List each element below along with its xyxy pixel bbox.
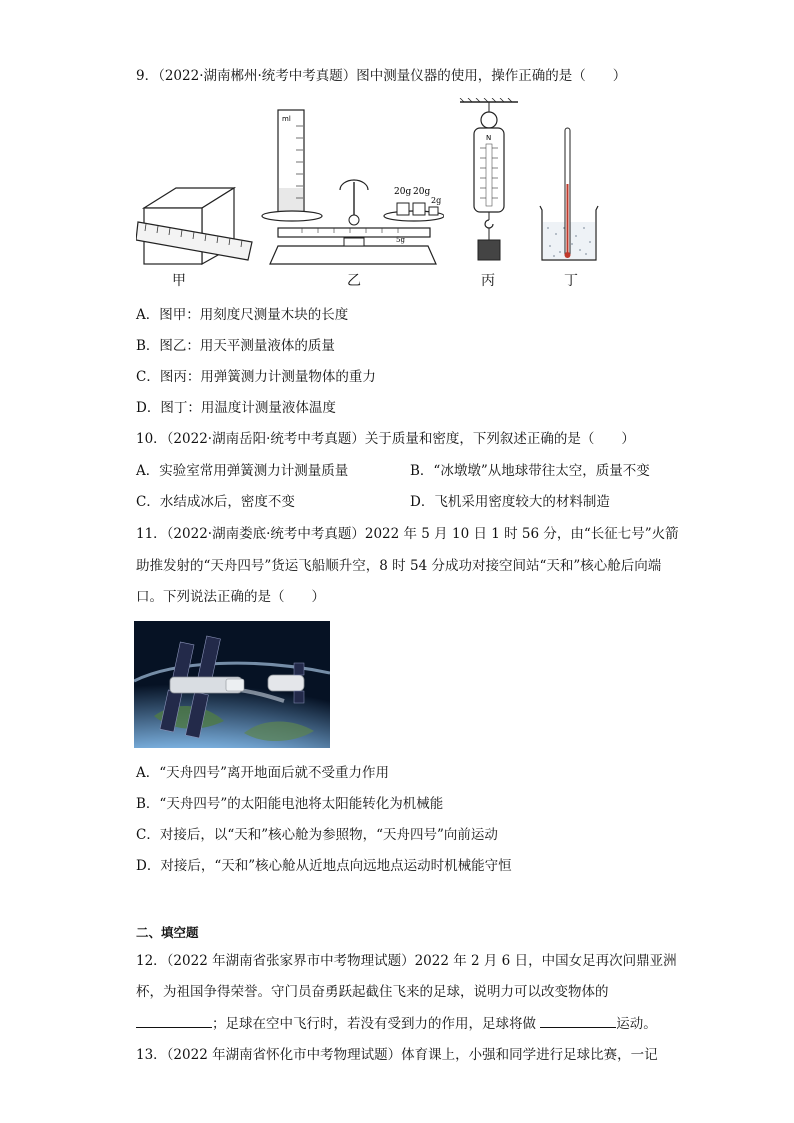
section-title-fill-in: 二、填空题 [136,925,199,940]
figure-label-bing: 丙 [481,273,495,289]
q11-option-d: D．对接后，“天和”核心舱从近地点向远地点运动时机械能守恒 [136,858,512,874]
q12-line3-part-b: 运动。 [616,1016,657,1032]
spacecraft-photo [134,621,330,748]
q10-option-d: D．飞机采用密度较大的材料制造 [410,494,610,510]
q11-stem-line1: 11．（2022·湖南娄底·统考中考真题）2022 年 5 月 10 日 1 时 56 分，由“长征七号”火箭 [136,526,679,542]
figure-label-jia: 甲 [172,273,186,289]
figure-bing-spring-scale [458,98,520,266]
q10-option-a: A．实验室常用弹簧测力计测量质量 [136,463,349,479]
q11-option-b: B．“天舟四号”的太阳能电池将太阳能转化为机械能 [136,796,444,812]
q9-option-a: A．图甲：用刻度尺测量木块的长度 [136,307,349,323]
answer-blank-1[interactable] [136,1013,212,1028]
answer-blank-2[interactable] [540,1013,616,1028]
q11-option-c: C．对接后，以“天和”核心舱为参照物，“天舟四号”向前运动 [136,827,498,843]
weight-label-1: 20g [394,187,412,197]
q12-line3 [136,1013,657,1034]
q10-option-c: C．水结成冰后，密度不变 [136,494,295,510]
q12-line1: 12．（2022 年湖南省张家界市中考物理试题）2022 年 2 月 6 日，中国女足再次问鼎亚洲 [136,953,677,969]
weight-label-2: 20g [413,187,431,197]
figure-label-yi: 乙 [347,273,361,289]
figure-ding-thermometer-beaker [536,124,602,266]
q10-option-b: B．“冰墩墩”从地球带往太空，质量不变 [410,463,650,479]
weight-label-3: 2g [431,196,442,205]
q9-stem: 9．（2022·湖南郴州·统考中考真题）图中测量仪器的使用，操作正确的是（ ） [136,68,627,84]
q11-stem-line2: 助推发射的“天舟四号”货运飞船顺升空，8 时 54 分成功对接空间站“天和”核心舱后向端 [136,558,662,574]
q9-option-b: B．图乙：用天平测量液体的质量 [136,338,335,354]
cylinder-ml-label: ml [282,115,291,123]
q10-stem: 10．（2022·湖南岳阳·统考中考真题）关于质量和密度，下列叙述正确的是（ ） [136,431,635,447]
figure-yi-balance-cylinder [258,104,444,268]
figure-label-ding: 丁 [564,273,578,289]
q9-option-c: C．图丙：用弹簧测力计测量物体的重力 [136,369,376,385]
figure-jia-ruler-block [136,178,256,266]
q12-line3-part-a: ；足球在空中飞行时，若没有受到力的作用，足球将做 [212,1016,536,1032]
q11-stem-line3: 口。下列说法正确的是（ ） [136,589,325,605]
q9-option-d: D．图丁：用温度计测量液体温度 [136,400,336,416]
scale-5g-label: 5g [396,236,405,244]
spring-N-label: N [486,134,492,142]
q12-line2: 杯，为祖国争得荣誉。守门员奋勇跃起截住飞来的足球，说明力可以改变物体的 [136,984,609,1000]
q13-line1: 13．（2022 年湖南省怀化市中考物理试题）体育课上，小强和同学进行足球比赛，一记 [136,1047,658,1063]
q11-option-a: A．“天舟四号”离开地面后就不受重力作用 [136,765,390,781]
